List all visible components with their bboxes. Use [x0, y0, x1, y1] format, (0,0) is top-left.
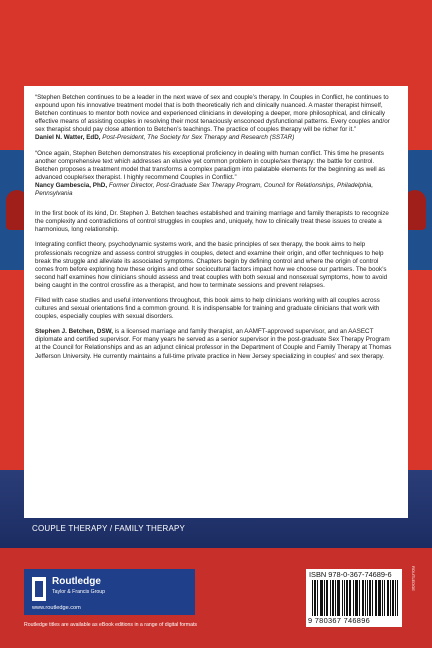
author-bio-text: is a licensed marriage and family therapist, an AAMFT-approved supervisor, and an AASECT diplomate and certified supervisor. For many years he served as a senior supervisor in the post-graduate Sex Therapy Program at the Council for Relationships and as an adjunct clinical professor in the Department of Couple and Family Therapy at Thomas Jefferson University. He currently maintains a full-time private practice in New Jersey specializing in couples’ and sex therapy.: [35, 328, 392, 360]
barcode-bar: [342, 580, 343, 616]
barcode-bar: [322, 580, 323, 616]
barcode-bar: [337, 580, 338, 616]
barcode-bar: [330, 580, 331, 616]
publisher-url: www.routledge.com: [32, 605, 81, 611]
publisher-group: Taylor & Francis Group: [52, 589, 106, 595]
review-quote-text: “Stephen Betchen continues to be a leader in the next wave of sex and couple’s therapy. In Couples in Conflict, he continues to expound upon his innovative treatment model that is both theoretically rich and clinically nuanced. A master therapist himself, Betchen continues to mentor both novice and experienced clinicians in developing a deeper, more philosophical, and clinically effective means of assisting couples in resolving their most tenaciously ensconced dysfunctional patterns. Every couples and/or sex therapist should pay close attention to Betchen’s teachings. The practice of couples therapy will be richer for it.”: [35, 94, 390, 134]
barcode-bar: [315, 580, 316, 616]
review-quote-gambescia: [35, 150, 396, 199]
barcode-bar: [327, 580, 328, 616]
isbn-label: ISBN 978-0-367-74689-6: [309, 570, 392, 579]
barcode: [312, 580, 398, 616]
barcode-bar: [395, 580, 396, 616]
barcode-bar: [390, 580, 391, 616]
blurb-panel: [24, 86, 408, 518]
barcode-bar: [393, 580, 394, 616]
barcode-bar: [349, 580, 350, 616]
barcode-bar: [324, 580, 325, 616]
barcode-bar: [317, 580, 318, 616]
barcode-bar: [356, 580, 357, 616]
reviewer-role: Post-President, The Society for Sex Therapy and Research (SSTAR): [102, 134, 295, 142]
barcode-bar: [346, 580, 347, 616]
barcode-bar: [362, 580, 363, 616]
barcode-bar: [332, 580, 333, 616]
barcode-bar: [378, 580, 379, 616]
barcode-bar: [357, 580, 358, 616]
publisher-logo-box: [24, 569, 195, 615]
barcode-bar: [369, 580, 370, 616]
review-quote-text: “Once again, Stephen Betchen demonstrates his exceptional proficiency in dealing with human conflict. This time he presents another comprehensive text which addresses an elusive yet common problem in couple/sex therapy: the battle for control. Betchen proposes a treatment model that transforms a complex paradigm into palatable elements for the beginning as well as advanced couple/sex therapist. I highly recommend Couples in Conflict.”: [35, 149, 386, 181]
barcode-bar: [379, 580, 380, 616]
barcode-bar: [387, 580, 388, 616]
barcode-bar: [326, 580, 327, 616]
spine-publisher-label: ROUTLEDGE: [411, 566, 416, 591]
barcode-bar: [363, 580, 364, 616]
barcode-bar: [355, 580, 356, 616]
barcode-bar: [314, 580, 315, 616]
author-name: Stephen J. Betchen, DSW,: [35, 328, 114, 336]
barcode-bar: [350, 580, 351, 616]
subject-category: COUPLE THERAPY / FAMILY THERAPY: [32, 524, 186, 533]
barcode-bar: [388, 580, 389, 616]
isbn-barcode-block: [306, 569, 402, 627]
description-paragraph: Filled with case studies and useful interventions throughout, this book aims to help clinicians working with all couples across cultures and sexual orientations find a common ground. It is indispensable for training and graduate clinicians that work with couples, especially couples with sexual disorders.: [35, 296, 380, 321]
barcode-bar: [392, 580, 393, 616]
barcode-bar: [353, 580, 354, 616]
barcode-bar: [321, 580, 322, 616]
barcode-bar: [375, 580, 376, 616]
description-paragraph: In the first book of its kind, Dr. Stephen J. Betchen teaches established and training marriage and family therapists to recognize the complexity and contradictions of control struggles in couples and, uniquely, how to clinically treat these issues to create a harmonious, long relationship.: [35, 210, 389, 234]
barcode-bar: [376, 580, 377, 616]
barcode-bar: [339, 580, 340, 616]
barcode-bar: [312, 580, 313, 616]
barcode-bar: [359, 580, 360, 616]
reviewer-name: Daniel N. Watter, EdD,: [35, 134, 101, 142]
barcode-bar: [384, 580, 385, 616]
barcode-bar: [320, 580, 321, 616]
description-paragraph: Integrating conflict theory, psychodynamic systems work, and the basic principles of sex therapy, the book aims to help professionals recognize and assess control struggles in couples, detect and examine their origin, and offer techniques to help break the struggle and alleviate its associated symptoms. Chapters begin by defining control and where the origin of control comes from before exploring how these origins and other sociocultural factors impact how we choose our partners. The book’s second half examines how clinicians should assess and treat couples with both sexual and nonsexual symptoms, how to avoid being caught in the control crossfire as a therapist, and how to terminate sessions and prevent relapses.: [35, 241, 388, 289]
review-quote-watter: [35, 94, 396, 143]
barcode-bar: [338, 580, 339, 616]
barcode-bar: [397, 580, 398, 616]
reviewer-role: Former Director, Post-Graduate Sex Therapy Program, Council for Relationships, Philadelphia, Pennsylvania: [35, 181, 374, 198]
review-attribution: [35, 134, 396, 142]
barcode-bar: [380, 580, 381, 616]
barcode-bar: [370, 580, 371, 616]
barcode-bar: [347, 580, 348, 616]
author-bio: [35, 328, 396, 360]
barcode-bar: [333, 580, 334, 616]
barcode-bar: [335, 580, 336, 616]
ebook-availability-note: Routledge titles are available as eBook editions in a range of digital formats: [24, 622, 198, 628]
barcode-bar: [372, 580, 373, 616]
barcode-bar: [344, 580, 345, 616]
reviewer-name: Nancy Gambescia, PhD,: [35, 181, 108, 189]
barcode-bar: [365, 580, 366, 616]
barcode-bar: [382, 580, 383, 616]
review-attribution: [35, 182, 396, 198]
routledge-logo-icon: [32, 577, 46, 601]
barcode-bar: [367, 580, 368, 616]
publisher-name: Routledge: [52, 576, 101, 587]
barcode-number: 9 780367 746896: [308, 616, 371, 625]
